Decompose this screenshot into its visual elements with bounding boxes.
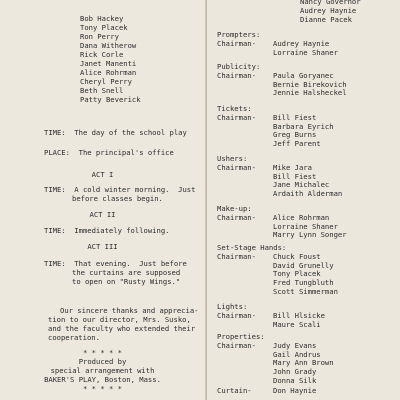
committee-member: Lorraine Shaner	[273, 47, 338, 57]
committee-heading: Set-Stage Hands:	[217, 243, 287, 252]
committee-member: Bill Fiest	[273, 171, 317, 181]
committee-member: Nancy Governor	[300, 0, 361, 6]
cast-name: Bob Hackey	[80, 14, 124, 23]
committee-heading: Properties:	[217, 332, 265, 341]
act-heading: ACT I	[91, 170, 114, 179]
cast-name: Rick Corle	[80, 50, 124, 59]
cast-name: Ron Perry	[80, 32, 119, 41]
chairman-name: Mike Jara	[273, 162, 312, 172]
committee-heading: Ushers:	[217, 154, 248, 163]
committee-member: Jane Michalec	[273, 180, 330, 190]
committee-member: Gail Andrus	[273, 349, 321, 359]
cast-name: Janet Manenti	[80, 59, 137, 68]
chairman-name: Chuck Foust	[273, 251, 321, 261]
committee-heading: Publicity:	[217, 62, 261, 71]
act-time: before classes begin.	[72, 194, 163, 203]
credit-line: Produced by	[78, 357, 127, 366]
chairman-label: Chairman-	[217, 112, 256, 122]
committee-member: Jennie Halsheckel	[273, 88, 347, 98]
stars-divider: * * * * *	[83, 384, 122, 393]
cast-name: Beth Snell	[80, 86, 124, 95]
chairman-name: Paula Goryanec	[273, 70, 334, 80]
cast-name: Tony Placek	[80, 23, 128, 32]
chairman-label: Chairman-	[217, 251, 256, 261]
committee-member: Barbara Eyrich	[273, 121, 334, 131]
chairman-label: Chairman-	[217, 162, 256, 172]
committee-member: David Grunelly	[273, 260, 334, 270]
thanks-line: Our sincere thanks and apprecia-	[60, 306, 199, 315]
cast-name: Alice Rohrman	[80, 68, 137, 77]
committee-member: Audrey Haynie	[300, 6, 357, 15]
committee-heading: Prompters:	[217, 30, 261, 39]
committee-member: Donna Silk	[273, 376, 317, 385]
setting-place: PLACE: The principal's office	[44, 148, 174, 157]
chairman-label: Chairman-	[217, 70, 256, 80]
credit-line: special arrangement with	[50, 366, 155, 375]
thanks-line: tion to our director, Mrs. Susko,	[48, 315, 191, 324]
chairman-name: Alice Rohrman	[273, 212, 330, 222]
chairman-name: Bill Fiest	[273, 112, 317, 122]
committee-member: Fred Tungbluth	[273, 278, 334, 288]
thanks-line: and the faculty who extended their	[48, 324, 196, 333]
act-time: TIME: A cold winter morning. Just	[44, 185, 196, 194]
program-right-page	[207, 0, 400, 400]
credit-line: BAKER'S PLAY, Boston, Mass.	[44, 375, 161, 384]
chairman-label: Chairman-	[217, 212, 256, 222]
committee-member: Greg Burns	[273, 130, 317, 140]
chairman-label: Chairman-	[217, 310, 256, 320]
committee-member: Maure Scali	[273, 319, 321, 329]
chairman-label: Chairman-	[217, 340, 256, 350]
chairman-name: Bill Hlsicke	[273, 310, 325, 320]
committee-member: Bernie Birekovich	[273, 79, 347, 89]
committee-member: Mary Ann Brown	[273, 358, 334, 368]
chairman-name: Judy Evans	[273, 340, 317, 350]
committee-member: Scott Simmerman	[273, 287, 338, 296]
setting-time: TIME: The day of the school play	[44, 128, 187, 137]
committee-member: John Grady	[273, 367, 317, 377]
committee-member: Marry Lynn Songer	[273, 230, 347, 240]
chairman-name: Audrey Haynie	[273, 38, 330, 48]
act-heading: ACT II	[89, 210, 116, 219]
act-heading: ACT III	[87, 242, 118, 251]
act-time: TIME: Immediately following.	[44, 226, 170, 235]
stars-divider: * * * * *	[83, 348, 122, 357]
thanks-line: cooperation.	[48, 333, 100, 342]
committee-member: Jeff Parent	[273, 139, 321, 149]
committee-member: Lorraine Shaner	[273, 221, 338, 231]
act-time: TIME: That evening. Just before	[44, 259, 187, 268]
committee-heading: Make-up:	[217, 204, 252, 213]
committee-member: Ardaith Alderman	[273, 189, 343, 199]
committee-member: Tony Placek	[273, 269, 321, 279]
chairman-name: Don Haynie	[273, 386, 317, 395]
cast-name: Patty Beverick	[80, 95, 141, 104]
cast-name: Dana Witherow	[80, 41, 137, 50]
committee-heading: Tickets:	[217, 104, 252, 113]
act-time: to open on "Rusty Wings."	[72, 277, 181, 286]
committee-heading: Lights:	[217, 302, 248, 311]
committee-heading: Curtain-	[217, 386, 252, 395]
act-time: the curtains are supposed	[72, 268, 181, 277]
cast-name: Cheryl Perry	[80, 77, 132, 86]
committee-member: Dianne Pacek	[300, 15, 352, 24]
chairman-label: Chairman-	[217, 38, 256, 48]
